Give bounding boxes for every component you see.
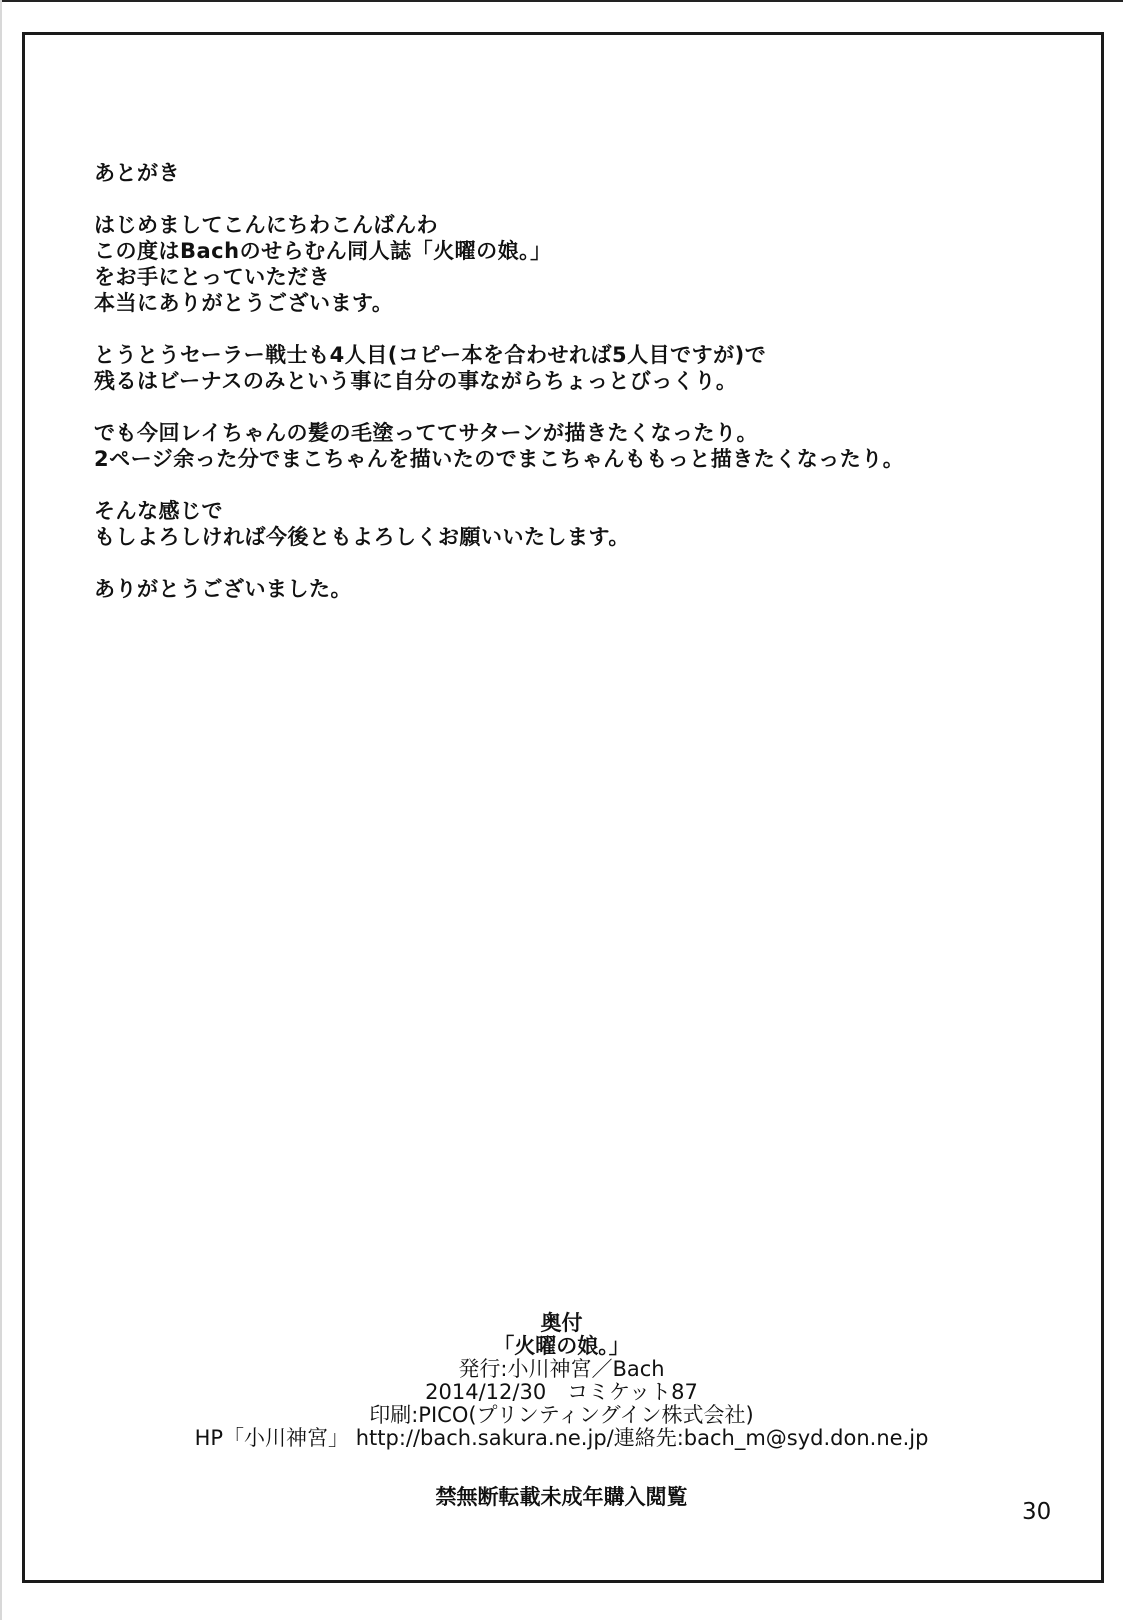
afterword-line: をお手にとっていただき xyxy=(94,265,331,289)
afterword-paragraph-thanks xyxy=(94,576,1054,602)
afterword-line: でも今回レイちゃんの髪の毛塗っててサターンが描きたくなったり。 xyxy=(94,421,758,445)
colophon-title: 「火曜の娘。」 xyxy=(493,1334,630,1358)
afterword-line: 本当にありがとうございます。 xyxy=(94,291,394,315)
afterword-line: 残るはビーナスのみという事に自分の事ながらちょっとびっくり。 xyxy=(94,369,738,393)
afterword-paragraph-closing xyxy=(94,498,1054,550)
afterword-line: とうとうセーラー戦士も4人目(コピー本を合わせれば5人目ですが)で xyxy=(94,343,767,367)
colophon xyxy=(0,1312,1123,1450)
afterword-paragraph-drawing xyxy=(94,420,1054,472)
page-number: 30 xyxy=(1022,1499,1052,1525)
afterword-line: この度はBachのせらむん同人誌「火曜の娘。」 xyxy=(94,239,552,263)
afterword-paragraph-greeting xyxy=(94,212,1054,316)
afterword-line: 2ページ余った分でまこちゃんを描いたのでまこちゃんももっと描きたくなったり。 xyxy=(94,447,905,471)
colophon-printer: 印刷:PICO(プリンティングイン株式会社) xyxy=(369,1403,754,1427)
afterword-heading xyxy=(94,160,1054,186)
afterword-section xyxy=(94,160,1054,628)
afterword-line: そんな感じで xyxy=(94,499,223,523)
page-top-edge xyxy=(0,0,1123,2)
afterword-line: はじめましてこんにちわこんばんわ xyxy=(94,213,438,237)
afterword-line: ありがとうございました。 xyxy=(94,577,352,601)
afterword-heading-text: あとがき xyxy=(94,161,180,185)
reprint-prohibition-notice: 禁無断転載未成年購入閲覧 xyxy=(435,1485,688,1509)
colophon-publisher: 発行:小川神宮／Bach xyxy=(458,1357,665,1381)
afterword-paragraph-sailor xyxy=(94,342,1054,394)
afterword-line: もしよろしければ今後ともよろしくお願いいたします。 xyxy=(94,525,630,549)
colophon-website: HP「小川神宮」 http://bach.sakura.ne.jp/連絡先:bach_m@syd.don.ne.jp xyxy=(194,1426,929,1450)
colophon-heading: 奥付 xyxy=(540,1311,583,1335)
colophon-date-event: 2014/12/30 コミケット87 xyxy=(425,1380,698,1404)
